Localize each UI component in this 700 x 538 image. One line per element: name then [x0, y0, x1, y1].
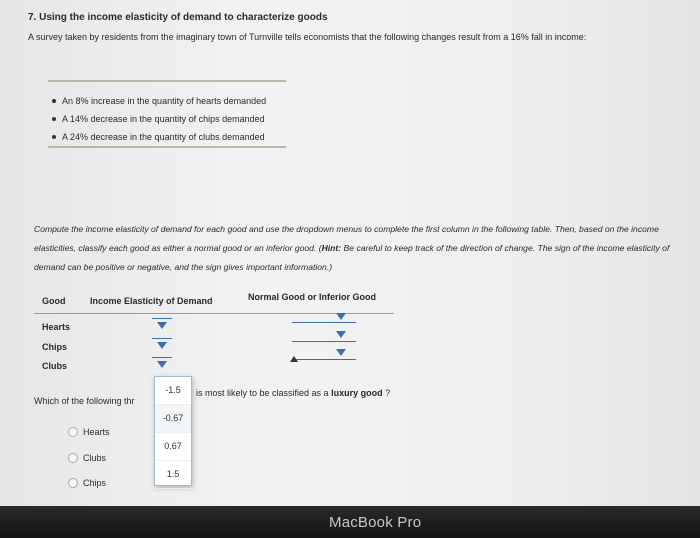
classification-dropdown-hearts[interactable]	[292, 322, 356, 323]
change-list	[52, 92, 266, 146]
row-label-chips: Chips	[42, 342, 68, 352]
menu-option[interactable]: -1.5	[155, 377, 191, 405]
luxury-good-emphasis: luxury good	[331, 388, 383, 398]
radio-icon[interactable]	[68, 478, 78, 488]
header-good: Good	[42, 296, 66, 306]
menu-option[interactable]: 0.67	[155, 433, 191, 461]
list-item: A 24% decrease in the quantity of clubs demanded	[52, 128, 266, 146]
menu-option[interactable]: -0.67	[155, 405, 191, 433]
chevron-down-icon[interactable]	[336, 349, 346, 356]
chevron-down-icon[interactable]	[336, 331, 346, 338]
elasticity-dropdown-clubs[interactable]	[152, 357, 172, 358]
list-item: A 14% decrease in the quantity of chips demanded	[52, 110, 266, 128]
radio-option-chips[interactable]: Chips	[68, 478, 106, 488]
bezel-label: MacBook Pro	[329, 514, 422, 531]
radio-option-hearts[interactable]: Hearts	[68, 427, 110, 437]
bullets-bottom-rule	[48, 146, 286, 148]
bullet-dot	[52, 117, 56, 121]
radio-option-clubs[interactable]: Clubs	[68, 453, 106, 463]
instructions: Compute the income elasticity of demand for each good and use the dropdown menus to complete the first column in the following table. Then, based on the income elasticities, classify each good as either a normal good or an inferior good. (Hint: Be careful to keep track of the direction of change. The sign of the income elasticity of demand can be positive or negative, and the sign gives important information.)	[34, 224, 670, 272]
menu-option[interactable]: 1.5	[155, 461, 191, 489]
bullet-dot	[52, 99, 56, 103]
classification-dropdown-clubs[interactable]	[292, 359, 356, 360]
radio-icon[interactable]	[68, 427, 78, 437]
bullets-top-rule	[48, 80, 286, 82]
question-intro: A survey taken by residents from the imaginary town of Turnville tells economists that the following changes result from a 16% fall in income:	[28, 32, 587, 42]
bullet-dot	[52, 135, 56, 139]
header-elasticity: Income Elasticity of Demand	[90, 296, 213, 306]
chevron-down-icon[interactable]	[157, 342, 167, 349]
list-item: An 8% increase in the quantity of hearts demanded	[52, 92, 266, 110]
chevron-down-icon[interactable]	[157, 361, 167, 368]
elasticity-dropdown-hearts[interactable]	[152, 318, 172, 319]
hint-label: Hint:	[321, 243, 342, 253]
row-label-hearts: Hearts	[42, 322, 71, 332]
chevron-down-icon[interactable]	[157, 322, 167, 329]
radio-icon[interactable]	[68, 453, 78, 463]
elasticity-dropdown-chips[interactable]	[152, 338, 172, 339]
question-title: 7. Using the income elasticity of demand to characterize goods	[28, 12, 328, 23]
luxury-question-prefix: Which of the following thr	[34, 396, 135, 406]
cursor-icon	[290, 356, 298, 362]
elasticity-dropdown-menu[interactable]	[154, 376, 192, 486]
luxury-question-suffix: is most likely to be classified as a luxury good ?	[196, 388, 391, 398]
chevron-down-icon[interactable]	[336, 313, 346, 320]
classification-dropdown-chips[interactable]	[292, 341, 356, 342]
header-classification: Normal Good or Inferior Good	[248, 292, 376, 302]
row-label-clubs: Clubs	[42, 361, 68, 371]
